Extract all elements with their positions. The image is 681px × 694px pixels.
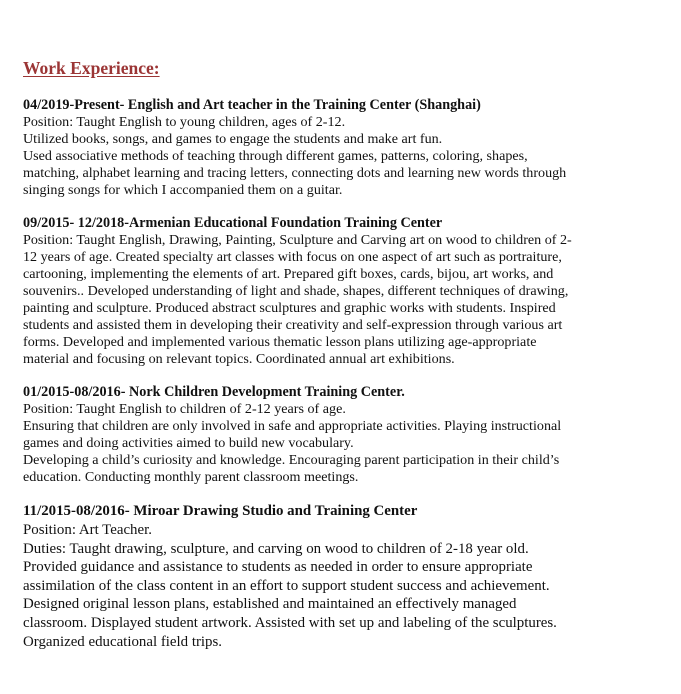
job-description-line: Position: Art Teacher. [23, 522, 152, 538]
job-title: 09/2015- 12/2018-Armenian Educational Foundation Training Center [23, 215, 443, 231]
job-description-line: Utilized books, songs, and games to engage the students and make art fun. [23, 131, 443, 147]
job-description-line: games and doing activities aimed to build new vocabulary. [23, 435, 354, 451]
job-description-line: education. Conducting monthly parent classroom meetings. [23, 469, 359, 485]
job-description-line: Position: Taught English, Drawing, Painting, Sculpture and Carving art on wood to children of 2- [23, 232, 572, 248]
job-description-line: Used associative methods of teaching through different games, patterns, coloring, shapes, [23, 148, 528, 164]
job-description-line: Duties: Taught drawing, sculpture, and carving on wood to children of 2-18 year old. [23, 540, 529, 557]
job-entry [23, 97, 663, 199]
job-description-line: Organized educational field trips. [23, 633, 223, 650]
job-description-line: matching, alphabet learning and tracing letters, connecting dots and learning new words through [23, 165, 567, 181]
section-title: Work Experience: [23, 58, 160, 78]
job-description-line: students and assisted them in developing their creativity and self-expression through various art [23, 317, 563, 333]
job-description-line: souvenirs.. Developed understanding of light and shade, shapes, different techniques of drawing, [23, 283, 569, 299]
job-description-line: forms. Developed and implemented various thematic lesson plans utilizing age-appropriate [23, 334, 537, 350]
job-description-line: classroom. Displayed student artwork. Assisted with set up and labeling of the sculptures. [23, 614, 557, 631]
job-description-line: material and focusing on relevant topics. Coordinated annual art exhibitions. [23, 351, 455, 367]
job-description-line: Ensuring that children are only involved in safe and appropriate activities. Playing instructional [23, 418, 562, 434]
job-title: 11/2015-08/2016- Miroar Drawing Studio and Training Center [23, 503, 418, 519]
job-description-line: Provided guidance and assistance to students as needed in order to ensure appropriate [23, 559, 533, 576]
job-description-line: cartooning, implementing the elements of art. Prepared gift boxes, cards, bijou, art works, and [23, 266, 554, 282]
job-description-line: 12 years of age. Created specialty art classes with focus on one aspect of art such as portraiture, [23, 249, 562, 265]
job-description-line: assimilation of the class content in an effort to support student success and achievement. [23, 577, 550, 594]
job-entry [23, 502, 663, 651]
job-description-line: Position: Taught English to children of 2-12 years of age. [23, 401, 346, 417]
job-title: 04/2019-Present- English and Art teacher in the Training Center (Shanghai) [23, 97, 481, 113]
job-description-line: Developing a child’s curiosity and knowledge. Encouraging parent participation in their child’s [23, 452, 560, 468]
job-entry [23, 384, 663, 486]
job-entry [23, 215, 663, 368]
job-description-line: Position: Taught English to young children, ages of 2-12. [23, 114, 346, 130]
job-description-line: singing songs for which I accompanied them on a guitar. [23, 182, 343, 198]
job-title: 01/2015-08/2016- Nork Children Development Training Center. [23, 384, 405, 400]
document-page [23, 57, 663, 667]
job-description-line: Designed original lesson plans, established and maintained an effectively managed [23, 596, 517, 613]
job-description-line: painting and sculpture. Produced abstract sculptures and graphic works with students. Inspired [23, 300, 556, 316]
